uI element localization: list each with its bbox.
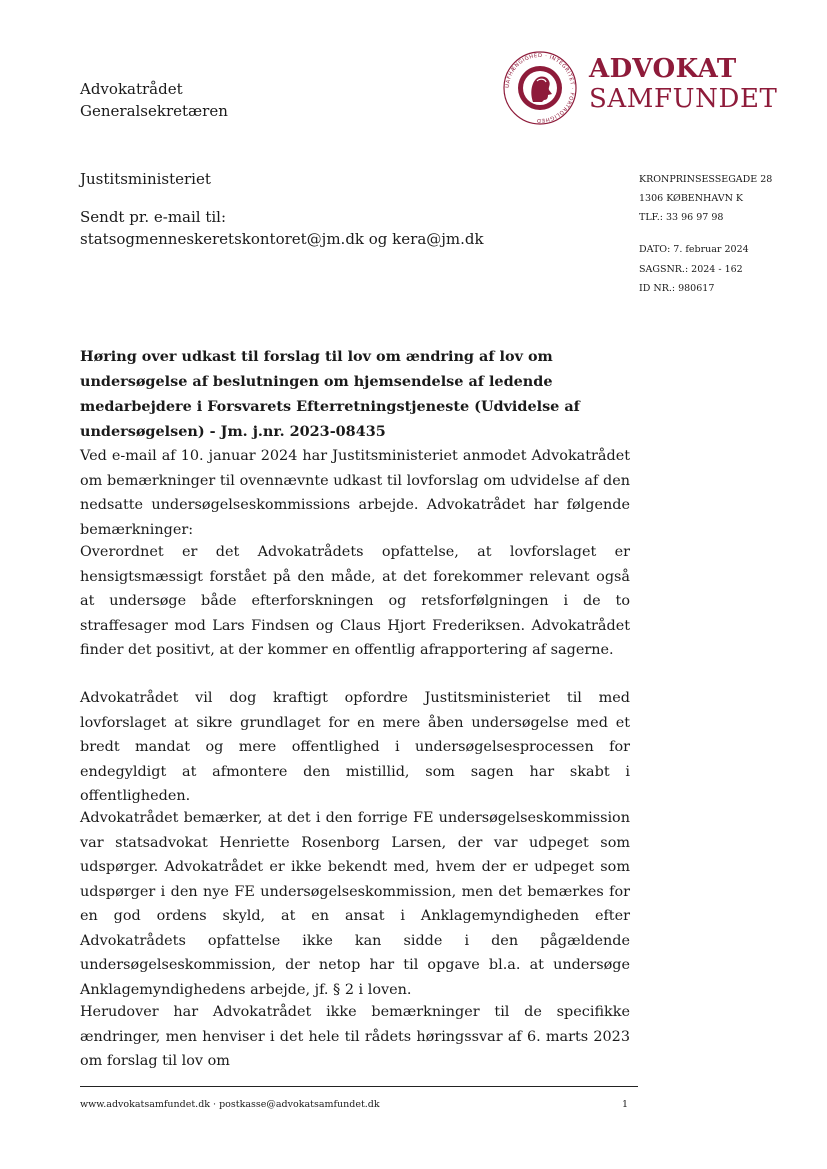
logo-wordmark-samfundet: SAMFUNDET (589, 84, 778, 114)
letter-subject: Høring over udkast til forslag til lov om ændring af lov om undersøgelse af beslutningen om hjemsendelse af ledende medarbejdere i Forsvarets Efterretningstjeneste (Udvidelse af undersøgelsen) - Jm. j.nr. 2023-08435 (80, 348, 580, 440)
address-street: KRONPRINSESSEGADE 28 (639, 174, 773, 185)
email-recipients-block (80, 206, 484, 250)
footer-contact: www.advokatsamfundet.dk · postkasse@advokatsamfundet.dk (80, 1099, 380, 1110)
body-paragraph-3: Advokatrådet vil dog kraftigt opfordre Justitsministeriet til med lovforslaget at sikre grundlaget for en mere åben undersøgelse med et bredt mandat og mere offentlighed i undersøgelsesprocessen for endegyldigt at afmontere den mistillid, som sagen har skabt i offentligheden. (80, 690, 630, 804)
address-city: 1306 KØBENHAVN K (639, 193, 744, 204)
body-paragraph-4: Advokatrådet bemærker, at det i den forrige FE undersøgelseskommission var statsadvokat Henriette Rosenborg Larsen, der var udpeget som udspørger. Advokatrådet er ikke bekendt med, hvem der er udpeget som udspørger i den nye FE undersøgelseskommission, men det bemærkes for en god ordens skyld, at en ansat i Anklagemyndigheden efter Advokatrådets opfattelse ikke kan sidde i den pågældende undersøgelseskommission, der netop har til opgave bl.a. at undersøge Anklagemyndighedens arbejde, jf. § 2 i loven. (80, 810, 630, 998)
meta-case-number: SAGSNR.: 2024 - 162 (639, 263, 743, 275)
sender-title: Generalsekretæren (80, 102, 228, 120)
sent-by-email-label: Sendt pr. e-mail til: (80, 208, 227, 226)
sender-organisation: Advokatrådet (80, 80, 183, 98)
sender-block (80, 78, 228, 122)
meta-date: DATO: 7. februar 2024 (639, 244, 749, 255)
body-paragraph-1: Ved e-mail af 10. januar 2024 har Justitsministeriet anmodet Advokatrådet om bemærkninger til ovennævnte udkast til lovforslag om udvidelse af den nedsatte undersøgelseskommissions arbejde. Advokatrådet har følgende bemærkninger: (80, 448, 630, 538)
address-phone: TLF.: 33 96 97 98 (639, 212, 724, 223)
document-meta (639, 240, 749, 299)
meta-id-number: ID NR.: 980617 (639, 283, 715, 294)
footer-divider (80, 1086, 638, 1087)
body-paragraph-5: Herudover har Advokatrådet ikke bemærkninger til de specifikke ændringer, men henviser i det hele til rådets høringssvar af 6. marts 2023 om forslag til lov om (80, 1004, 630, 1069)
recipient-emails: statsogmenneskeretskontoret@jm.dk og kera@jm.dk (80, 230, 484, 248)
body-paragraph-2: Overordnet er det Advokatrådets opfattelse, at lovforslaget er hensigtsmæssigt forstået på den måde, at det forekommer relevant også at undersøge både efterforskningen og retsforfølgningen i de to straffesager mod Lars Findsen og Claus Hjort Frederiksen. Advokatrådet finder det positivt, at der kommer en offentlig afrapportering af sagerne. (80, 544, 630, 658)
recipient-name: Justitsministeriet (80, 170, 211, 188)
page-number: 1 (622, 1099, 629, 1110)
advokatsamfundet-emblem-icon (500, 48, 580, 128)
sender-address (639, 170, 772, 227)
logo-wordmark-advokat: ADVOKAT (589, 54, 737, 84)
emblem-ring-text: UAFHÆNGIGHED · INTEGRITET · FORTROLIGHED (504, 52, 576, 124)
